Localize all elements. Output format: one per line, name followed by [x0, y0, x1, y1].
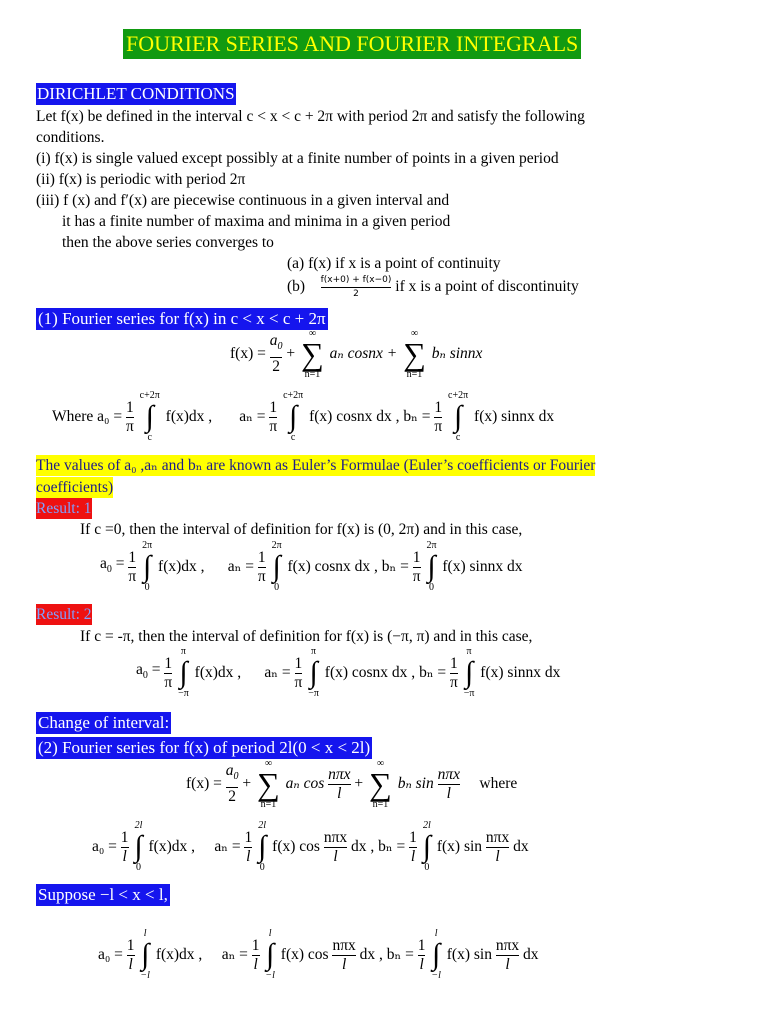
dirichlet-intro-line1: Let f(x) be defined in the interval c < x < c + 2π with period 2π and satisfy the following	[36, 108, 585, 125]
int-lower: −π	[463, 688, 475, 699]
summation-cos: ∞ ∑ n=1	[300, 328, 324, 380]
int-upper: 2l	[422, 820, 431, 831]
suppose-heading: Suppose −l < x < l,	[38, 885, 168, 904]
discontinuity-fraction	[321, 275, 392, 300]
frac-one: 1	[269, 398, 278, 416]
frac-one: 1	[417, 936, 426, 954]
int-lower: −l	[265, 970, 275, 981]
sum-lower-limit: n=1	[304, 369, 321, 380]
integral-a0: l ∫ −l	[140, 928, 150, 981]
int-lower: −l	[140, 970, 150, 981]
one-over-pi	[128, 550, 136, 585]
int-upper: c+2π	[283, 390, 304, 401]
frac-one: 1	[164, 654, 173, 672]
npix: nπx	[328, 765, 351, 783]
fraction-numerator: f(x+0) + f(x−0)	[320, 275, 392, 285]
a0-denominator: 2	[272, 357, 280, 375]
case-b-label: (b)	[287, 278, 306, 296]
sum-lower-limit: n=1	[260, 799, 277, 810]
fourier-series-equation: f(x) = $\frac{a_0}{2}$ + ∞ ∑ n=1 aₙ cosnx + ∞ ∑ n=1 bₙ sinnx	[230, 328, 483, 380]
one-over-pi	[164, 656, 172, 691]
dirichlet-heading	[36, 83, 236, 105]
euler-coefficients-general	[52, 390, 554, 444]
npix: nπx	[332, 936, 356, 954]
condition-1: (i) f(x) is single valued except possibly at a finite number of points in a given period	[36, 150, 559, 167]
fraction-denominator: 2	[353, 289, 359, 299]
int-upper: l	[434, 928, 438, 939]
condition-3-line2: it has a finite number of maxima and minima in a given period	[62, 213, 451, 230]
frac-one: 1	[244, 828, 253, 846]
npix-over-l	[486, 830, 509, 865]
bn-label: bₙ =	[386, 946, 414, 963]
integral-a0: c+2π ∫ c	[139, 390, 160, 443]
sum-upper-limit: ∞	[410, 328, 419, 339]
dirichlet-intro-line2: conditions.	[36, 129, 105, 146]
case-b-text: if x is a point of discontinuity	[395, 278, 579, 296]
one-over-l	[409, 830, 417, 865]
a0-half-fraction: $\frac{a_0}{2}$	[225, 762, 239, 805]
frac-one: 1	[257, 548, 266, 566]
an-label: aₙ =	[227, 558, 254, 575]
int-lower: −π	[308, 688, 319, 699]
integral-a0: π ∫ −π	[178, 646, 189, 699]
euler-note-line2: coefficients)	[36, 479, 114, 496]
dx-label: dx	[513, 838, 529, 855]
a0-label: a₀ =	[98, 946, 123, 963]
bn-integrand: f(x) sin	[446, 946, 492, 963]
a0-integrand: f(x)dx ,	[194, 664, 242, 681]
int-lower: 0	[136, 862, 142, 873]
integral-an: 2l ∫ 0	[258, 820, 267, 873]
frac-one: 1	[450, 654, 458, 672]
npix-over-l	[328, 767, 350, 802]
a0-integrand: f(x)dx ,	[148, 838, 195, 855]
change-of-interval-heading: Change of interval:	[38, 713, 170, 732]
a0-label: a₀ =	[92, 838, 117, 855]
npix-over-l	[438, 767, 460, 802]
frac-one: 1	[412, 548, 421, 566]
int-lower: c	[455, 432, 461, 443]
frac-pi: π	[412, 567, 421, 585]
a0-numerator: a	[269, 332, 278, 350]
an-integrand: f(x) cosnx dx ,	[287, 558, 378, 575]
frac-pi: π	[164, 673, 173, 691]
bn-integrand: f(x) sin	[436, 838, 483, 855]
int-lower: 0	[424, 862, 430, 873]
int-lower: 0	[428, 582, 434, 593]
frac-pi: π	[450, 673, 458, 691]
convergence-case-a: (a) f(x) if x is a point of continuity	[287, 255, 501, 272]
frac-pi: π	[125, 417, 134, 435]
fourier-series-period-2l: f(x) = $\frac{a_0}{2}$ + ∞ ∑ n=1 aₙ cos $\frac{\text{nπx}}{l}$ + ∞ ∑ n=1 bₙ sin $\frac{\text{nπx}}{l}$ where	[186, 758, 518, 810]
integral-bn: 2l ∫ 0	[422, 820, 431, 873]
sum-upper-limit: ∞	[376, 758, 384, 769]
a0-numerator: a	[225, 762, 234, 780]
frac-one: 1	[128, 548, 137, 566]
series-lhs: f(x) =	[230, 345, 266, 362]
where-label: where	[479, 775, 518, 792]
int-upper: 2π	[271, 540, 282, 551]
frac-one: 1	[294, 654, 303, 672]
one-over-pi	[258, 550, 266, 585]
int-lower: −π	[178, 688, 189, 699]
page-title: FOURIER SERIES AND FOURIER INTEGRALS	[123, 29, 581, 59]
section1-heading: (1) Fourier series for f(x) in c < x < c + 2π	[38, 309, 326, 328]
sum-lower-limit: n=1	[406, 369, 423, 380]
int-upper: π	[466, 646, 472, 657]
sum-upper-limit: ∞	[264, 758, 272, 769]
one-over-pi	[269, 400, 277, 435]
int-lower: c	[290, 432, 296, 443]
int-upper: π	[180, 646, 186, 657]
euler-coefficients-0-2pi: $a_0$ = $\frac{1}{\pi}$ 2π ∫ 0 f(x)dx , aₙ = $\frac{1}{\pi}$ 2π ∫ 0 f(x) cosnx dx , bₙ = $\frac{1}{\pi}$ 2π ∫ 0 f(x) sinnx dx	[100, 540, 523, 593]
frac-pi: π	[294, 673, 303, 691]
frac-l: l	[122, 847, 127, 865]
one-over-pi	[450, 656, 458, 691]
bn-label: bₙ =	[378, 838, 406, 855]
convergence-case-b	[287, 275, 579, 300]
integral-an: l ∫ −l	[265, 928, 275, 981]
a0-integrand: f(x)dx ,	[155, 946, 203, 963]
condition-2: (ii) f(x) is periodic with period 2π	[36, 171, 246, 188]
an-label: aₙ =	[264, 664, 291, 681]
result-2-text: If c = -π, then the interval of definition for f(x) is (−π, π) and in this case,	[80, 628, 533, 645]
npix: nπx	[495, 936, 520, 954]
integral-bn: l ∫ −l	[431, 928, 441, 981]
l-denominator: l	[505, 955, 510, 973]
integral-bn: π ∫ −π	[463, 646, 475, 699]
one-over-pi	[295, 656, 303, 691]
result-1-text: If c =0, then the interval of definition for f(x) is (0, 2π) and in this case,	[80, 521, 523, 538]
dx-label: dx	[523, 946, 539, 963]
an-label: aₙ =	[221, 946, 248, 963]
npix: nπx	[485, 828, 510, 846]
npix-over-l	[496, 938, 519, 973]
dx-label: dx ,	[359, 946, 383, 963]
frac-one: 1	[251, 936, 260, 954]
a0-integrand: f(x)dx ,	[158, 558, 205, 575]
int-lower: c	[147, 432, 152, 443]
integral-bn: 2π ∫ 0	[426, 540, 437, 593]
npix: nπx	[437, 765, 460, 783]
l-denominator: l	[333, 847, 338, 865]
result-1-label: Result: 1	[36, 500, 92, 517]
euler-note-line1: The values of a₀ ,aₙ and bₙ are known as Euler’s Formulae (Euler’s coefficients or Fourier	[36, 457, 596, 474]
condition-3-line1: (iii) f (x) and f′(x) are piecewise continuous in a given interval and	[36, 192, 450, 209]
frac-one: 1	[125, 398, 134, 416]
sum-upper-limit: ∞	[308, 328, 316, 339]
bn-label: bₙ =	[403, 408, 431, 425]
one-over-pi	[413, 550, 421, 585]
where-label: Where a₀ =	[52, 408, 123, 425]
npix: nπx	[323, 828, 348, 846]
one-over-l	[418, 938, 426, 973]
int-upper: l	[268, 928, 272, 939]
an-integrand: f(x) cosnx dx ,	[324, 664, 416, 681]
l-denominator: l	[446, 784, 451, 802]
one-over-l	[121, 830, 129, 865]
int-upper: 2l	[134, 820, 143, 831]
bn-integrand: f(x) sinnx dx	[442, 558, 523, 575]
integral-an: 2π ∫ 0	[271, 540, 282, 593]
one-over-l	[127, 938, 135, 973]
bn-label: bₙ =	[381, 558, 409, 575]
frac-l: l	[246, 847, 251, 865]
integral-an: π ∫ −π	[308, 646, 319, 699]
l-denominator: l	[341, 955, 347, 973]
int-upper: c+2π	[139, 390, 160, 401]
int-lower: 0	[144, 582, 150, 593]
int-upper: π	[311, 646, 317, 657]
a0-denominator: 2	[228, 787, 236, 805]
frac-one: 1	[126, 936, 135, 954]
int-lower: −l	[431, 970, 441, 981]
an-label: aₙ =	[214, 838, 241, 855]
integral-bn: c+2π ∫ c	[448, 390, 469, 443]
bn-label: bₙ =	[419, 664, 447, 681]
section2-heading: (2) Fourier series for f(x) of period 2l(0 < x < 2l)	[38, 738, 371, 757]
l-denominator: l	[337, 784, 342, 802]
frac-l: l	[419, 955, 424, 973]
one-over-l	[244, 830, 252, 865]
npix-over-l	[324, 830, 347, 865]
integral-a0: 2l ∫ 0	[134, 820, 143, 873]
sum-lower-limit: n=1	[372, 799, 389, 810]
int-lower: 0	[274, 582, 280, 593]
int-upper: c+2π	[448, 390, 469, 401]
bn-integrand: f(x) sinnx dx	[480, 664, 561, 681]
dirichlet-heading-text: DIRICHLET CONDITIONS	[37, 84, 235, 103]
int-upper: l	[143, 928, 147, 939]
integral-a0: 2π ∫ 0	[142, 540, 153, 593]
frac-l: l	[128, 955, 133, 973]
one-over-pi	[434, 400, 442, 435]
int-upper: 2π	[142, 540, 153, 551]
summation-cos: ∞ ∑ n=1	[256, 758, 280, 810]
an-integrand: f(x) cosnx dx ,	[309, 408, 400, 425]
frac-pi: π	[269, 417, 278, 435]
npix-over-l	[332, 938, 355, 973]
summation-sin: ∞ ∑ n=1	[369, 758, 392, 810]
frac-l: l	[253, 955, 258, 973]
an-integrand: f(x) cos	[280, 946, 329, 963]
one-over-pi	[126, 400, 134, 435]
frac-one: 1	[120, 828, 129, 846]
frac-one: 1	[409, 828, 417, 846]
result-2-label: Result: 2	[36, 606, 92, 623]
euler-coefficients-neg-pi-pi: $a_0$ = $\frac{1}{\pi}$ π ∫ −π f(x)dx , aₙ = $\frac{1}{\pi}$ π ∫ −π f(x) cosnx dx , bₙ = $\frac{1}{\pi}$ π ∫ −π f(x) sinnx dx	[136, 646, 561, 699]
cos-term: aₙ cos	[285, 775, 325, 792]
l-denominator: l	[495, 847, 500, 865]
sin-term: bₙ sin	[397, 775, 434, 792]
summation-sin: ∞ ∑ n=1	[403, 328, 426, 380]
an-label: aₙ =	[239, 408, 266, 425]
sin-term: bₙ sinnx	[431, 345, 483, 362]
frac-pi: π	[128, 567, 137, 585]
frac-pi: π	[434, 417, 443, 435]
one-over-l	[252, 938, 260, 973]
integral-an: c+2π ∫ c	[283, 390, 304, 443]
cos-term: aₙ cosnx +	[329, 345, 398, 362]
int-lower: 0	[259, 862, 265, 873]
int-upper: 2l	[258, 820, 267, 831]
a0-integrand: f(x)dx ,	[165, 408, 213, 425]
series-lhs: f(x) =	[186, 775, 222, 792]
frac-one: 1	[434, 398, 443, 416]
an-integrand: f(x) cos	[272, 838, 320, 855]
frac-l: l	[410, 847, 416, 865]
frac-pi: π	[257, 567, 266, 585]
euler-coefficients-symmetric-l	[98, 928, 539, 982]
euler-coefficients-period-2l	[92, 820, 529, 874]
a0-half-fraction: $\frac{a_0}{2}$	[269, 332, 283, 375]
condition-3-line3: then the above series converges to	[62, 234, 274, 251]
bn-integrand: f(x) sinnx dx	[474, 408, 555, 425]
int-upper: 2π	[426, 540, 437, 551]
dx-label: dx ,	[351, 838, 375, 855]
